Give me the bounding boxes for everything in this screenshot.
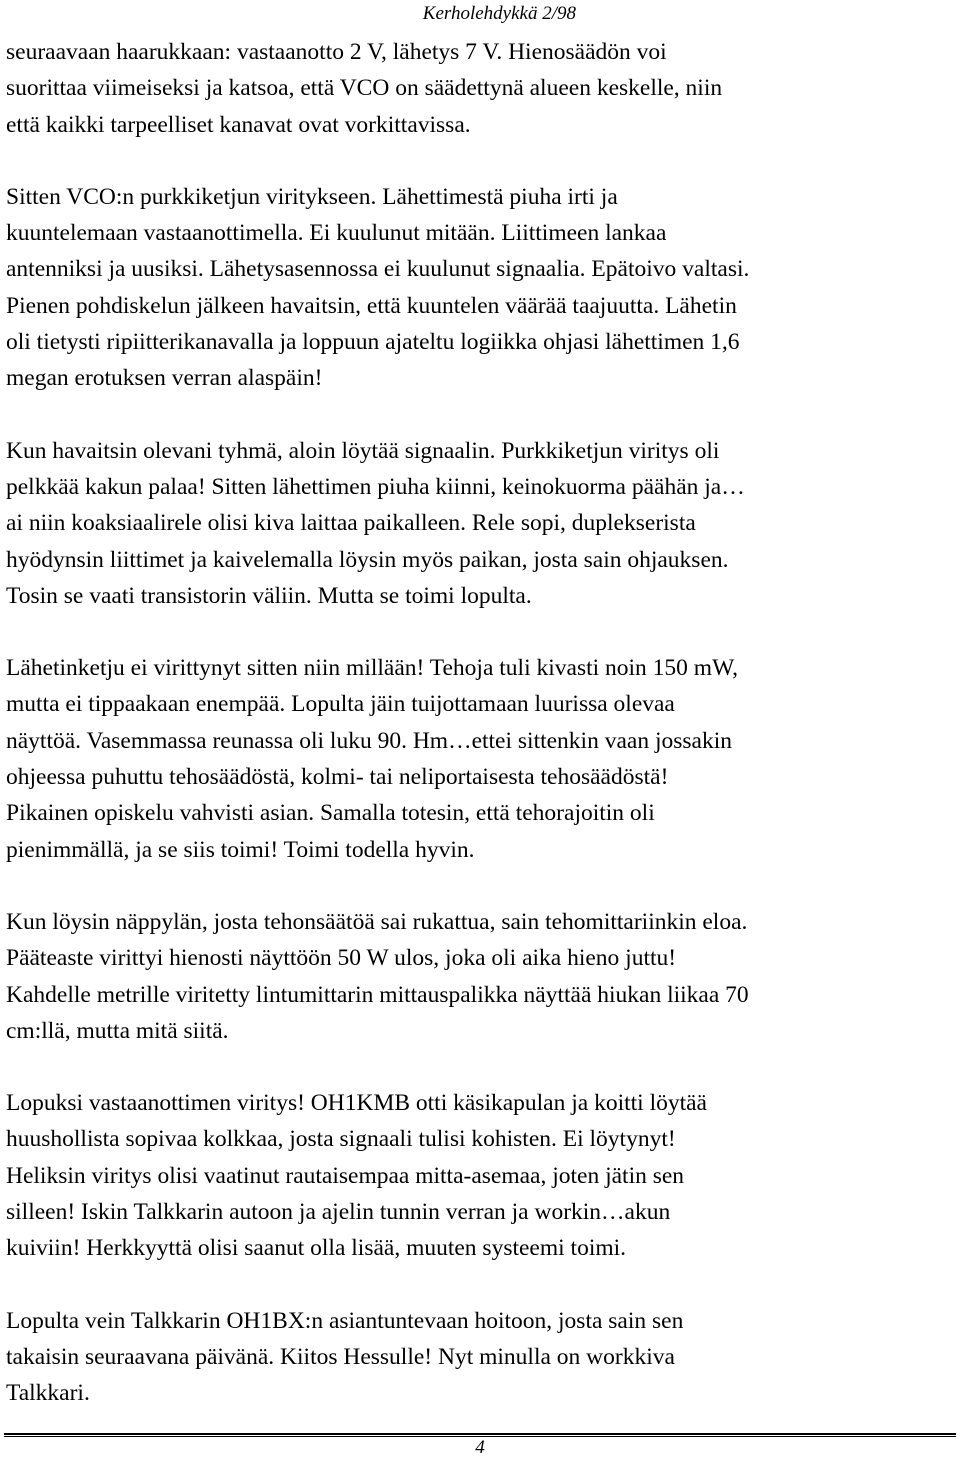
text-line: huushollista sopivaa kolkkaa, josta signaali tulisi kohisten. Ei löytynyt! (6, 1126, 676, 1153)
text-line: mutta ei tippaakaan enempää. Lopulta jäin tuijottamaan luurissa olevaa (6, 691, 675, 718)
text-line: näyttöä. Vasemmassa reunassa oli luku 90. Hm…ettei sittenkin vaan jossakin (6, 727, 732, 754)
text-line: Pienen pohdiskelun jälkeen havaitsin, että kuuntelen väärää taajuutta. Lähetin (6, 292, 737, 319)
text-line: seuraavaan haarukkaan: vastaanotto 2 V, lähetys 7 V. Hienosäädön voi (6, 39, 667, 65)
paragraph (6, 433, 956, 614)
text-line: Kahdelle metrille viritetty lintumittarin mittauspalikka näyttää hiukan liikaa 70 (6, 981, 749, 1008)
text-line: Talkkari. (6, 1380, 90, 1407)
text-line: antenniksi ja uusiksi. Lähetysasennossa ei kuulunut signaalia. Epätoivo valtasi. (6, 256, 750, 283)
paragraph (6, 1085, 956, 1266)
paragraph (6, 1303, 956, 1412)
running-header: Kerholehdykkä 2/98 (422, 3, 576, 24)
text-line: Lopulta vein Talkkarin OH1BX:n asiantuntevaan hoitoon, josta sain sen (6, 1307, 684, 1334)
text-line: Lopuksi vastaanottimen viritys! OH1KMB otti käsikapulan ja koitti löytää (6, 1090, 707, 1117)
text-line: takaisin seuraavana päivänä. Kiitos Hessulle! Nyt minulla on workkiva (6, 1343, 675, 1370)
text-line: Lähetinketju ei virittynyt sitten niin millään! Tehoja tuli kivasti noin 150 mW, (6, 655, 738, 682)
text-line: kuiviin! Herkkyyttä olisi saanut olla lisää, muuten systeemi toimi. (6, 1235, 627, 1262)
text-line: Tosin se vaati transistorin väliin. Mutta se toimi lopulta. (6, 582, 532, 609)
text-line: oli tietysti ripiitterikanavalla ja loppuun ajateltu logiikka ohjasi lähettimen 1,6 (6, 329, 740, 356)
paragraph (6, 904, 956, 1049)
text-line: kuuntelemaan vastaanottimella. Ei kuulunut mitään. Liittimeen lankaa (6, 220, 667, 247)
text-line: Kun havaitsin olevani tyhmä, aloin löytää signaalin. Purkkiketjun viritys oli (6, 437, 720, 464)
text-line: Kun löysin näppylän, josta tehonsäätöä sai rukattua, sain tehomittariinkin eloa. (6, 908, 748, 935)
article-body (6, 34, 956, 1412)
text-line: megan erotuksen verran alaspäin! (6, 365, 323, 392)
paragraph (6, 179, 956, 397)
text-line: Pääteaste virittyi hienosti näyttöön 50 W ulos, joka oli aika hieno juttu! (6, 945, 677, 972)
text-line: Sitten VCO:n purkkiketjun viritykseen. Lähettimestä piuha irti ja (6, 183, 618, 210)
page-number: 4 (475, 1437, 485, 1458)
text-line: suorittaa viimeiseksi ja katsoa, että VCO on säädettynä alueen keskelle, niin (6, 75, 723, 102)
text-line: että kaikki tarpeelliset kanavat ovat vorkittavissa. (6, 111, 471, 138)
text-line: pelkkää kakun palaa! Sitten lähettimen piuha kiinni, keinokuorma päähän ja… (6, 473, 745, 500)
text-line: Heliksin viritys olisi vaatinut rautaisempaa mitta-asemaa, joten jätin sen (6, 1162, 685, 1189)
text-line: Pikainen opiskelu vahvisti asian. Samalla totesin, että tehorajoitin oli (6, 800, 655, 827)
text-line: ohjeessa puhuttu tehosäädöstä, kolmi- tai neliportaisesta tehosäädöstä! (6, 764, 669, 791)
text-line: silleen! Iskin Talkkarin autoon ja ajelin tunnin verran ja workin…akun (6, 1199, 671, 1226)
paragraph (6, 34, 956, 143)
text-line: ai niin koaksiaalirele olisi kiva laittaa paikalleen. Rele sopi, duplekserista (6, 510, 696, 537)
text-line: hyödynsin liittimet ja kaivelemalla löysin myös paikan, josta sain ohjauksen. (6, 546, 729, 573)
text-line: cm:llä, mutta mitä siitä. (6, 1017, 229, 1044)
paragraph (6, 650, 956, 868)
text-line: pienimmällä, ja se siis toimi! Toimi todella hyvin. (6, 836, 475, 863)
